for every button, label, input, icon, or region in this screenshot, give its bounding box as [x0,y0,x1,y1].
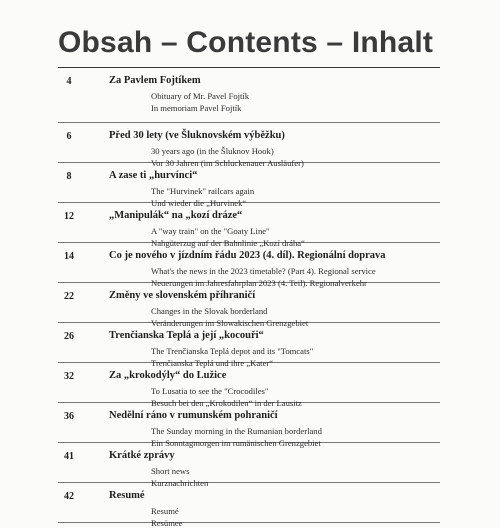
entry-subtitle-english: Changes in the Slovak borderland [151,306,268,316]
page-number: 14 [64,251,74,262]
page-number: 6 [66,131,72,142]
entry-subtitle-english: A "way train" on the "Goaty Line" [151,226,270,236]
toc-entry [58,203,440,248]
entry-subtitle-german: Veränderungen im Slowakischen Grenzgebiet [151,318,309,328]
entry-heading: Změny ve slovenském příhraničí [109,290,256,301]
toc-entry [58,483,440,528]
entry-heading: „Manipulák“ na „kozí dráze“ [109,210,243,221]
toc-entry [58,283,440,328]
toc-entry [58,243,440,288]
entry-heading: Před 30 lety (ve Šluknovském výběžku) [109,130,285,141]
entry-subtitle-german: Kurznachrichten [151,478,209,488]
toc-entry [58,163,440,208]
page-number: 41 [64,451,74,462]
entry-subtitle-english: Obituary of Mr. Pavel Fojtík [151,91,250,101]
toc-entry [58,363,440,408]
entry-subtitle-english: What's the news in the 2023 timetable? (Part 4). Regional service [151,266,376,276]
page-number: 4 [66,76,72,87]
entry-subtitle-german: Vor 30 Jahren (im Schluckenauer Ausläufer) [151,158,304,168]
page-number: 8 [66,171,72,182]
page-number: 32 [64,371,74,382]
page-number: 22 [64,291,74,302]
entry-subtitle-german: Und wieder die „Hurvinek“ [151,198,247,208]
toc-entry [58,443,440,488]
page-number: 36 [64,411,74,422]
entry-heading: Za Pavlem Fojtíkem [109,75,201,86]
entry-subtitle-german: Besuch bei den „Krokodilen“ in der Lausitz [151,398,302,408]
toc-entry [58,68,440,123]
entry-subtitle-english: The Trenčianska Teplá depot and its "Tomcats" [151,346,314,356]
entry-subtitle-german: Trenčianska Teplá und ihre „Kater“ [151,358,274,368]
entry-subtitle-english: To Lusatia to see the "Crocodiles" [151,386,269,396]
entry-heading: Za „krokodýly“ do Lužice [109,370,227,381]
table-of-contents [58,67,440,528]
toc-entry [58,123,440,168]
entry-subtitle-english: 30 years ago (in the Šluknov Hook) [151,146,274,156]
entry-subtitle-german: In memoriam Pavel Fojtík [151,103,242,113]
entry-heading: Resumé [109,490,145,501]
toc-entry [58,323,440,368]
entry-subtitle-english: The "Hurvinek" railcars again [151,186,255,196]
entry-heading: Krátké zprávy [109,450,175,461]
entry-subtitle-english: Resumé [151,506,179,516]
page-number: 42 [64,491,74,502]
entry-heading: Trenčianska Teplá a její „kocouři“ [109,330,264,341]
entry-subtitle-english: The Sunday morning in the Rumanian borderland [151,426,322,436]
entry-subtitle-german: Nahgüterzug auf der Bahnlinie „Kozí dráha“ [151,238,305,248]
toc-entry [58,403,440,448]
entry-subtitle-german: Neuerungen im Jahresfahrplan 2023 (4. Teil). Regionalverkehr [151,278,367,288]
entry-heading: Co je nového v jízdním řádu 2023 (4. díl). Regionální doprava [109,250,386,261]
entry-subtitle-english: Short news [151,466,190,476]
page-number: 26 [64,331,74,342]
page-title: Obsah – Contents – Inhalt [58,26,434,59]
entry-subtitle-german: Ein Sonntagmorgen im rumänischen Grenzgebiet [151,438,321,448]
entry-heading: Nedělní ráno v rumunském pohraničí [109,410,278,421]
entry-subtitle-german: Resümee [151,518,183,528]
page-number: 12 [64,211,74,222]
entry-heading: A zase ti „hurvínci“ [109,170,198,181]
